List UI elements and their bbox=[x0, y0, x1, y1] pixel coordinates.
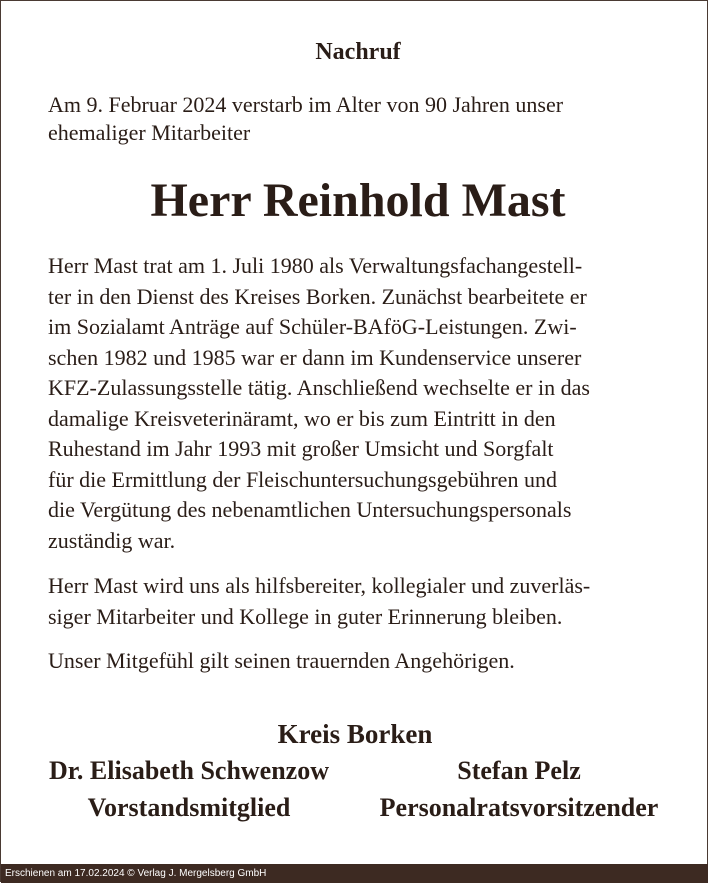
signatory-left-role: Vorstandsmitglied bbox=[87, 793, 291, 822]
remembrance-paragraph: Herr Mast wird uns als hilfsbereiter, kollegialer und zuverläs- siger Mitarbeiter und Kollege in guter Erinnerung bleiben. bbox=[48, 573, 591, 629]
career-paragraph: Herr Mast trat am 1. Juli 1980 als Verwaltungsfachangestell- ter in den Dienst des Kreises Borken. Zunächst bearbeitete er im Sozialamt Anträge auf Schüler-BAföG-Leistungen. Zwi- schen 1982 und 1985 war er dann im Kundenservice unserer KFZ-Zulassungsstelle tätig. Anschließend wechselte er in das damalige Kreisveterinäramt, wo er bis zum Eintritt in den Ruhestand im Jahr 1993 mit großer Umsicht und Sorgfalt für die Ermittlung der Fleischuntersuchungsgebühren und die Vergütung des nebenamtlichen Untersuchungspersonals zuständig war. bbox=[48, 253, 590, 553]
organization-name: Kreis Borken bbox=[277, 719, 433, 749]
publication-footer: Erschienen am 17.02.2024 © Verlag J. Mergelsberg GmbH bbox=[1, 864, 708, 883]
condolence-paragraph: Unser Mitgefühl gilt seinen trauernden Angehörigen. bbox=[48, 648, 515, 673]
notice-body bbox=[48, 37, 668, 677]
signatory-left-name: Dr. Elisabeth Schwenzow bbox=[48, 756, 329, 785]
signatory-right-role: Personalratsvorsitzender bbox=[379, 793, 659, 822]
intro-text: Am 9. Februar 2024 verstarb im Alter von 90 Jahren unser ehemaliger Mitarbeiter bbox=[48, 92, 564, 145]
deceased-name: Herr Reinhold Mast bbox=[150, 174, 566, 227]
notice-heading: Nachruf bbox=[315, 39, 401, 65]
signatory-right-name: Stefan Pelz bbox=[457, 756, 581, 785]
